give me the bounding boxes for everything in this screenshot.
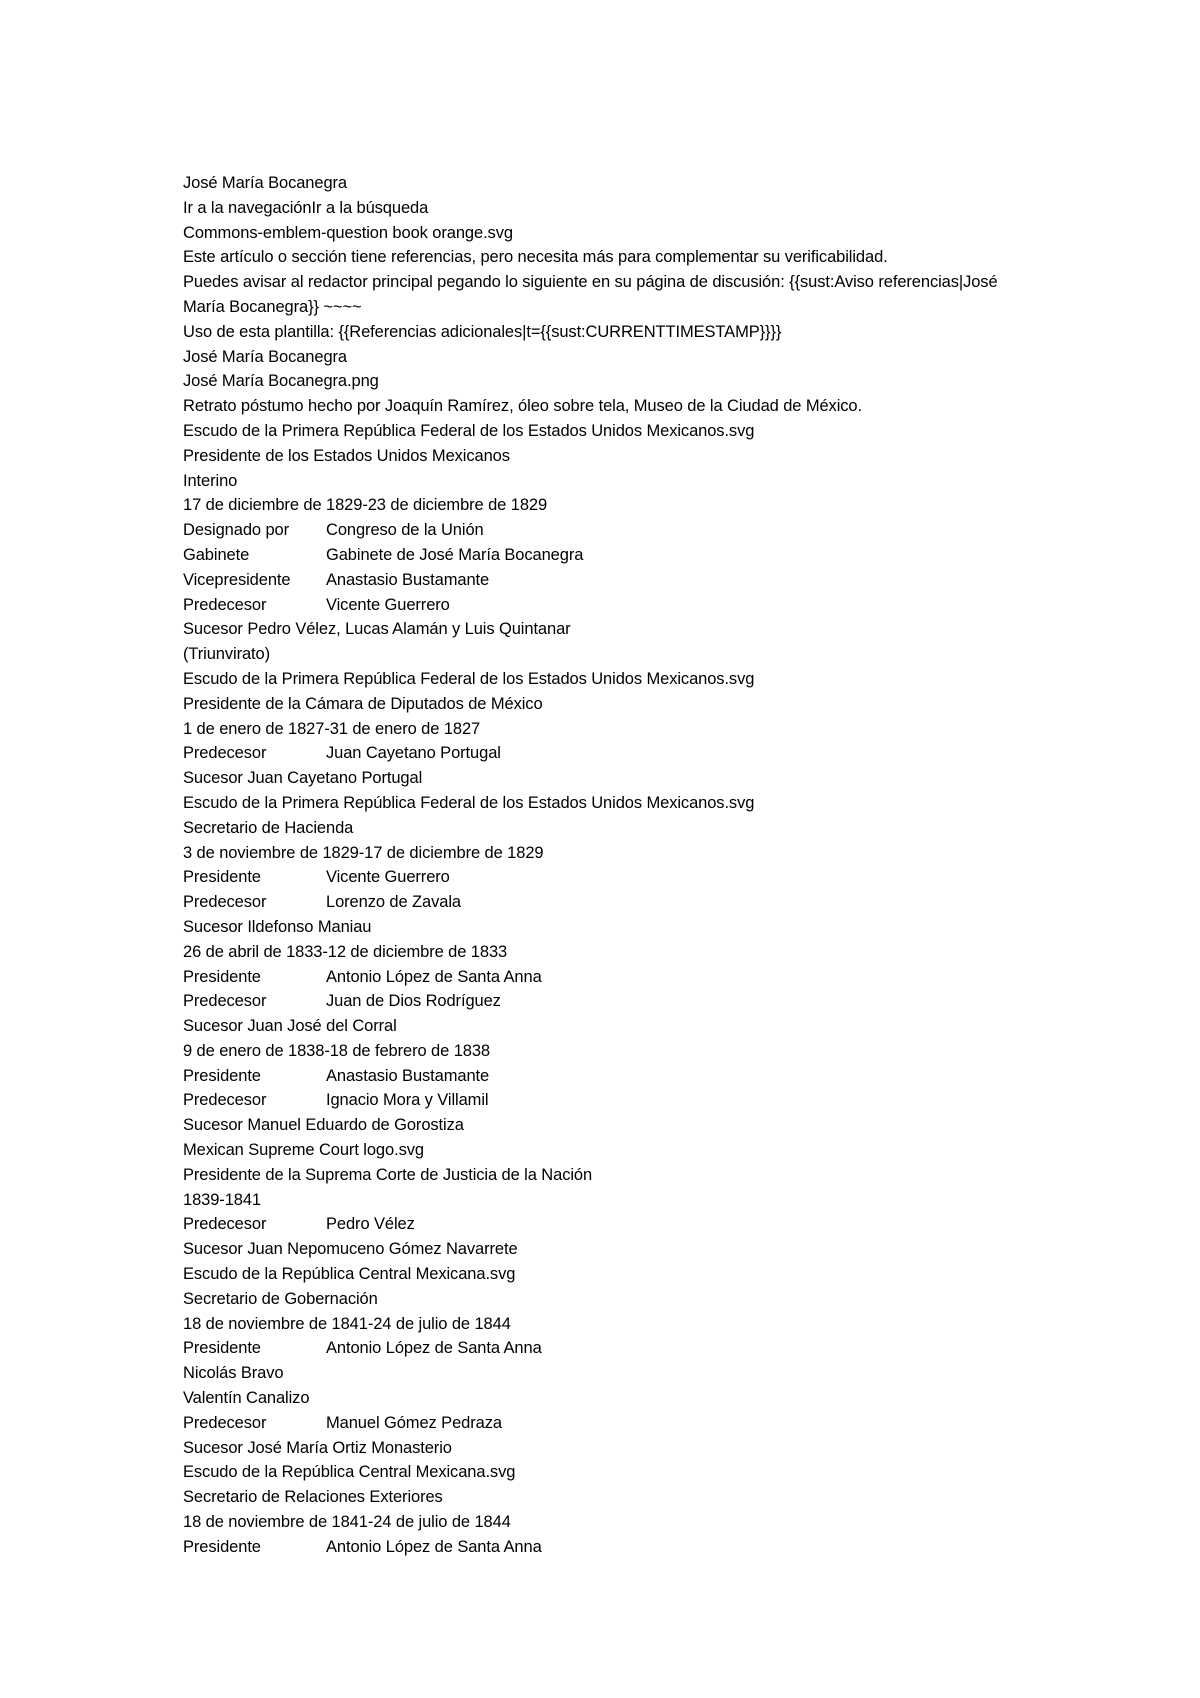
document-page <box>183 171 1043 1560</box>
field-value: Ignacio Mora y Villamil <box>326 1091 489 1110</box>
field-value: Anastasio Bustamante <box>326 570 490 589</box>
field-label: Predecesor <box>183 893 267 912</box>
field-label: Presidente <box>183 1339 261 1358</box>
text-line: 3 de noviembre de 1829-17 de diciembre de 1829 <box>183 843 544 862</box>
text-line: 26 de abril de 1833-12 de diciembre de 1833 <box>183 942 508 961</box>
text-line: Secretario de Gobernación <box>183 1289 378 1308</box>
text-line: Secretario de Hacienda <box>183 818 354 837</box>
text-line: 17 de diciembre de 1829-23 de diciembre de 1829 <box>183 496 548 515</box>
field-label: Presidente <box>183 967 261 986</box>
field-row <box>183 865 1043 890</box>
text-line: Commons-emblem-question book orange.svg <box>183 223 513 242</box>
field-value: Vicente Guerrero <box>326 868 450 887</box>
field-value: Congreso de la Unión <box>326 521 484 540</box>
text-line: Presidente de la Suprema Corte de Justicia de la Nación <box>183 1165 593 1184</box>
text-line: Puedes avisar al redactor principal pegando lo siguiente en su página de discusión: {{sust:Aviso referencias|José María Bocanegra}} ~~~~ <box>183 273 998 316</box>
field-label: Predecesor <box>183 744 267 763</box>
text-line: Escudo de la Primera República Federal de los Estados Unidos Mexicanos.svg <box>183 793 755 812</box>
field-label: Predecesor <box>183 1215 267 1234</box>
text-line: Ir a la navegaciónIr a la búsqueda <box>183 198 429 217</box>
field-label: Presidente <box>183 1066 261 1085</box>
text-line: Secretario de Relaciones Exteriores <box>183 1488 443 1507</box>
field-label: Presidente <box>183 1537 261 1556</box>
text-line: Escudo de la República Central Mexicana.svg <box>183 1463 516 1482</box>
text-line: Sucesor José María Ortiz Monasterio <box>183 1438 452 1457</box>
text-line: 9 de enero de 1838-18 de febrero de 1838 <box>183 1041 491 1060</box>
text-line: 18 de noviembre de 1841-24 de julio de 1844 <box>183 1314 511 1333</box>
field-label: Designado por <box>183 521 290 540</box>
field-label: Predecesor <box>183 992 267 1011</box>
field-value: Lorenzo de Zavala <box>326 893 461 912</box>
text-line: 18 de noviembre de 1841-24 de julio de 1844 <box>183 1513 511 1532</box>
field-row <box>183 1535 1043 1560</box>
text-line: (Triunvirato) <box>183 645 271 664</box>
text-line: Valentín Canalizo <box>183 1389 310 1408</box>
text-line: Mexican Supreme Court logo.svg <box>183 1141 424 1160</box>
field-value: Anastasio Bustamante <box>326 1066 490 1085</box>
field-row <box>183 890 1043 915</box>
text-line: Retrato póstumo hecho por Joaquín Ramírez, óleo sobre tela, Museo de la Ciudad de México. <box>183 397 862 416</box>
field-row <box>183 1064 1043 1089</box>
field-label: Predecesor <box>183 1091 267 1110</box>
text-line: Sucesor Ildefonso Maniau <box>183 917 372 936</box>
field-row <box>183 1088 1043 1113</box>
field-value: Juan Cayetano Portugal <box>326 744 501 763</box>
field-row <box>183 543 1043 568</box>
field-value: Antonio López de Santa Anna <box>326 967 542 986</box>
text-line: Nicolás Bravo <box>183 1364 284 1383</box>
text-line: Sucesor Manuel Eduardo de Gorostiza <box>183 1116 464 1135</box>
field-value: Antonio López de Santa Anna <box>326 1339 542 1358</box>
field-value: Manuel Gómez Pedraza <box>326 1413 502 1432</box>
field-value: Vicente Guerrero <box>326 595 450 614</box>
field-row <box>183 518 1043 543</box>
text-line: Sucesor Pedro Vélez, Lucas Alamán y Luis Quintanar <box>183 620 571 639</box>
text-line: Escudo de la Primera República Federal de los Estados Unidos Mexicanos.svg <box>183 669 755 688</box>
field-value: Gabinete de José María Bocanegra <box>326 545 584 564</box>
field-row <box>183 568 1043 593</box>
field-label: Predecesor <box>183 595 267 614</box>
field-row <box>183 965 1043 990</box>
text-line: Presidente de los Estados Unidos Mexicanos <box>183 446 510 465</box>
text-line: Uso de esta plantilla: {{Referencias adicionales|t={{sust:CURRENTTIMESTAMP}}}} <box>183 322 782 341</box>
field-row <box>183 1336 1043 1361</box>
text-line: Escudo de la República Central Mexicana.svg <box>183 1265 516 1284</box>
text-line: Sucesor Juan José del Corral <box>183 1017 397 1036</box>
text-line: Presidente de la Cámara de Diputados de México <box>183 694 543 713</box>
field-row <box>183 1212 1043 1237</box>
field-value: Pedro Vélez <box>326 1215 415 1234</box>
field-label: Gabinete <box>183 545 250 564</box>
field-row <box>183 593 1043 618</box>
text-line: Sucesor Juan Cayetano Portugal <box>183 769 423 788</box>
text-line: Sucesor Juan Nepomuceno Gómez Navarrete <box>183 1240 518 1259</box>
field-label: Predecesor <box>183 1413 267 1432</box>
text-line: José María Bocanegra <box>183 347 348 366</box>
text-line: José María Bocanegra.png <box>183 372 379 391</box>
text-line: Interino <box>183 471 238 490</box>
text-line: Este artículo o sección tiene referencias, pero necesita más para complementar su verificabilidad. <box>183 248 888 267</box>
field-value: Antonio López de Santa Anna <box>326 1537 542 1556</box>
field-value: Juan de Dios Rodríguez <box>326 992 501 1011</box>
field-label: Presidente <box>183 868 261 887</box>
field-row <box>183 741 1043 766</box>
field-label: Vicepresidente <box>183 570 291 589</box>
text-line: Escudo de la Primera República Federal de los Estados Unidos Mexicanos.svg <box>183 421 755 440</box>
field-row <box>183 1411 1043 1436</box>
text-line: 1 de enero de 1827-31 de enero de 1827 <box>183 719 481 738</box>
field-row <box>183 989 1043 1014</box>
text-line: José María Bocanegra <box>183 174 348 192</box>
text-line: 1839-1841 <box>183 1190 262 1209</box>
